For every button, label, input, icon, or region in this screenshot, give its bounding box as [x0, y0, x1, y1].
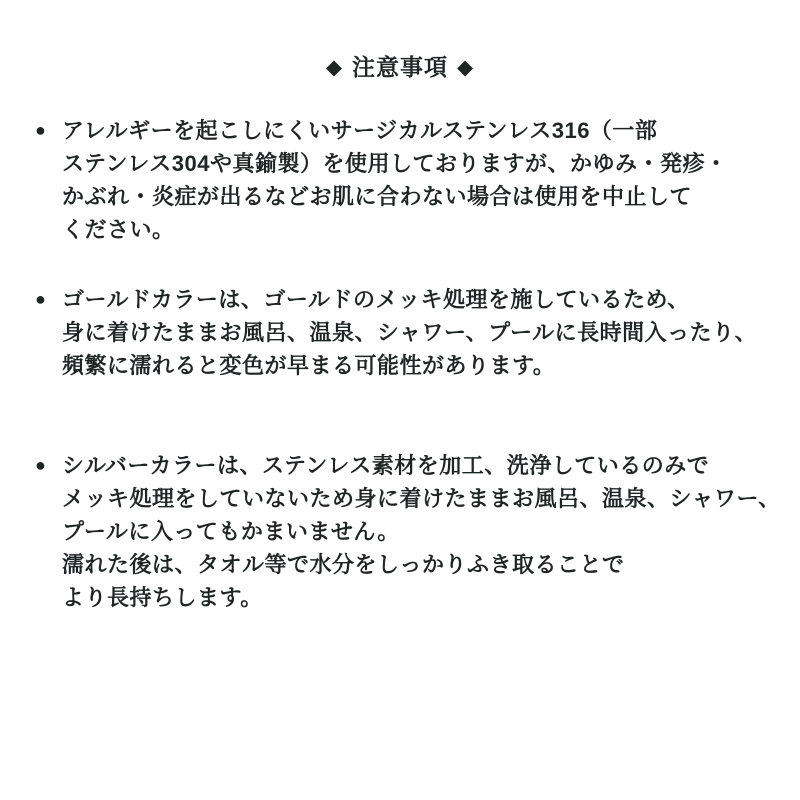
text-line: アレルギーを起こしにくいサージカルステンレス316（一部	[62, 118, 658, 143]
list-item-text	[62, 283, 770, 382]
text-line: 濡れた後は、タオル等で水分をしっかりふき取ることで	[62, 552, 625, 577]
diamond-icon: ◆	[325, 56, 343, 79]
list-item-text	[62, 114, 770, 246]
list-item-silver-color-notice	[0, 449, 800, 614]
page-title-text: 注意事項	[352, 54, 448, 80]
text-line: ステンレス304や真鍮製）を使用しておりますが、かゆみ・発疹・	[62, 151, 728, 176]
bullet-icon: ●	[35, 289, 46, 309]
text-line: 頻繁に濡れると変色が早まる可能性があります。	[62, 353, 556, 378]
text-line: メッキ処理をしていないため身に着けたままお風呂、温泉、シャワー、	[62, 486, 781, 511]
text-line: かぶれ・炎症が出るなどお肌に合わない場合は使用を中止して	[62, 184, 693, 209]
list-item-gold-color-notice	[0, 283, 800, 382]
bullet-icon: ●	[35, 455, 46, 475]
text-line: ゴールドカラーは、ゴールドのメッキ処理を施しているため、	[62, 287, 690, 312]
text-line: より長持ちします。	[62, 585, 263, 610]
text-line: ください。	[62, 217, 175, 242]
text-line: 身に着けたままお風呂、温泉、シャワー、プールに長時間入ったり、	[62, 320, 758, 345]
text-line: シルバーカラーは、ステンレス素材を加工、洗浄しているのみで	[62, 453, 710, 478]
list-item-allergy-notice	[0, 114, 800, 246]
text-line: プールに入ってもかまいません。	[62, 519, 400, 544]
bullet-icon: ●	[35, 120, 46, 140]
list-item-text	[62, 449, 781, 614]
diamond-icon: ◆	[457, 56, 475, 79]
page-title	[0, 55, 800, 81]
